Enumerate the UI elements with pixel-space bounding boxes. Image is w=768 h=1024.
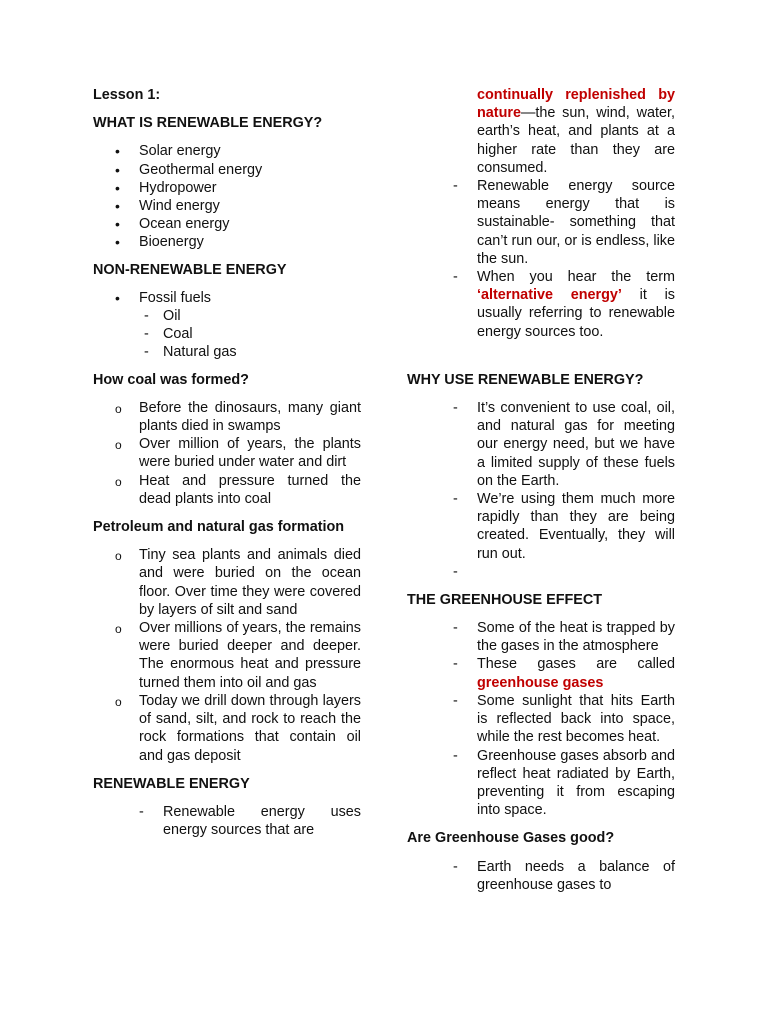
list-item <box>93 289 361 362</box>
list-item: • Solar energy <box>93 142 361 160</box>
left-column <box>93 86 361 849</box>
list-item <box>407 655 675 691</box>
greenhouse-list <box>407 619 675 819</box>
greenhouse-heading: THE GREENHOUSE EFFECT <box>407 591 603 608</box>
list-item: o Over millions of years, the remains were buried deeper and deeper. The enormous heat and pressure turned them into oil and gas <box>93 619 361 692</box>
list-item: - Natural gas <box>139 343 361 361</box>
list-item: o Over million of years, the plants were buried under water and dirt <box>93 435 361 471</box>
highlight-text: greenhouse gases <box>477 674 604 691</box>
list-item: • Bioenergy <box>93 233 361 251</box>
list-item: - Some of the heat is trapped by the gases in the atmosphere <box>407 619 675 655</box>
good-list <box>407 858 675 894</box>
list-item: - Greenhouse gases absorb and reflect heat radiated by Earth, preventing it from escaping into space. <box>407 747 675 820</box>
list-item: • Wind energy <box>93 197 361 215</box>
renewable-energy-heading: RENEWABLE ENERGY <box>93 775 250 792</box>
renewable-notes-list <box>407 177 675 341</box>
petroleum-heading: Petroleum and natural gas formation <box>93 519 345 536</box>
list-item: - Some sunlight that hits Earth is reflected back into space, while the rest becomes heat. <box>407 692 675 747</box>
list-item: - Coal <box>139 325 361 343</box>
why-use-heading: WHY USE RENEWABLE ENERGY? <box>407 371 644 388</box>
list-item: - We’re using them much more rapidly than they are being created. Eventually, they will run out. <box>407 490 675 563</box>
lesson-label: Lesson 1: <box>93 87 161 103</box>
renewable-types-list <box>93 142 361 251</box>
list-item: - Earth needs a balance of greenhouse gases to <box>407 858 675 894</box>
continued-paragraph <box>407 86 675 177</box>
highlight-text: ‘alternative energy’ <box>477 287 622 304</box>
fossil-subitems <box>139 307 361 362</box>
list-item: - Renewable energy source means energy that is sustainable- something that can’t run our, or is endless, like the sun. <box>407 177 675 268</box>
list-item: - It’s convenient to use coal, oil, and natural gas for meeting our energy need, but we have a limited supply of these fuels on the Earth. <box>407 399 675 490</box>
fossil-fuels-label: Fossil fuels <box>139 289 211 306</box>
why-list <box>407 399 675 581</box>
body-text: These gases are called <box>477 656 675 673</box>
list-item: o Heat and pressure turned the dead plants into coal <box>93 472 361 508</box>
right-column <box>407 86 675 904</box>
what-is-renewable-heading: WHAT IS RENEWABLE ENERGY? <box>93 115 323 132</box>
highlight-text: continually replenished by nature <box>477 87 675 122</box>
body-text: it is usually referring to renewable energy sources too. <box>477 287 675 340</box>
list-item <box>407 563 675 581</box>
list-item: • Geothermal energy <box>93 161 361 179</box>
body-text: When you hear the term <box>477 269 675 286</box>
petroleum-list <box>93 546 361 764</box>
list-item: o Before the dinosaurs, many giant plants died in swamps <box>93 399 361 435</box>
renewable-list <box>93 803 361 839</box>
coal-heading: How coal was formed? <box>93 371 249 388</box>
list-item: • Hydropower <box>93 179 361 197</box>
greenhouse-good-heading: Are Greenhouse Gases good? <box>407 830 615 847</box>
list-item: o Tiny sea plants and animals died and were buried on the ocean floor. Over time they were covered by layers of silt and sand <box>93 546 361 619</box>
list-item: • Ocean energy <box>93 215 361 233</box>
list-item: - Oil <box>139 307 361 325</box>
list-item <box>407 268 675 341</box>
non-renewable-heading: NON-RENEWABLE ENERGY <box>93 261 287 278</box>
fossil-list <box>93 289 361 362</box>
list-item: - Renewable energy uses energy sources that are <box>93 803 361 839</box>
list-item: o Today we drill down through layers of sand, silt, and rock to reach the rock formations that contain oil and gas deposit <box>93 692 361 765</box>
body-text: —the sun, wind, water, earth’s heat, and plants at a higher rate than they are consumed. <box>477 105 675 176</box>
coal-list <box>93 399 361 508</box>
